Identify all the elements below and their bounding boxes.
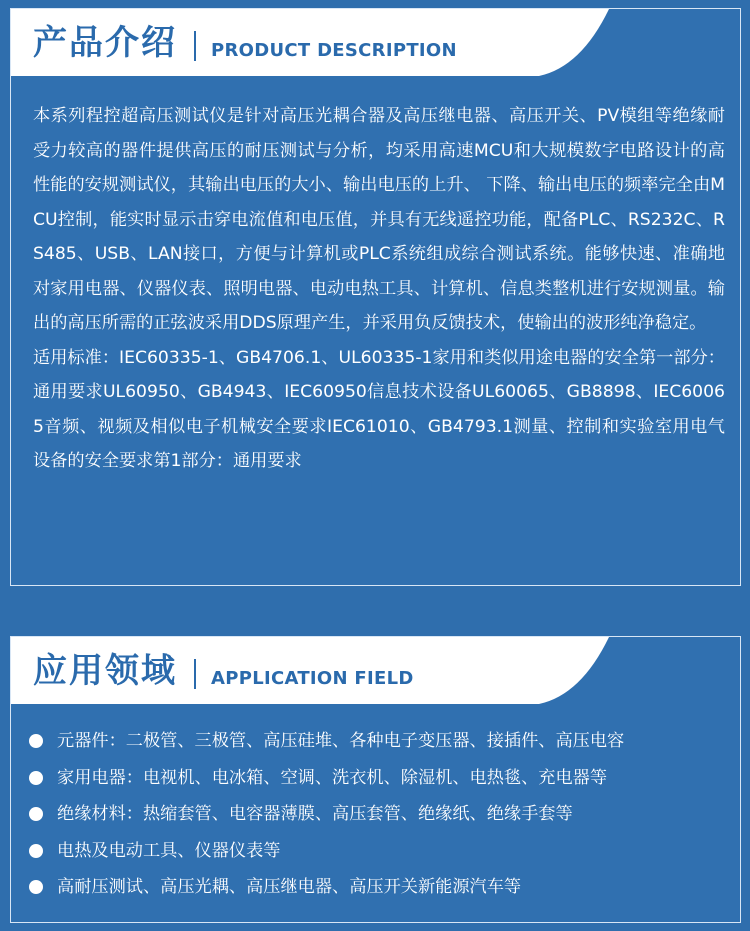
title-divider [194, 659, 196, 689]
list-item [29, 869, 729, 906]
list-item-text: 高耐压测试、高压光耦、高压继电器、高压开关新能源汽车等 [57, 877, 522, 897]
section-title: 产品介绍 [33, 23, 177, 63]
bullet-icon [29, 844, 43, 858]
product-description-body [33, 99, 725, 479]
list-item [29, 833, 729, 870]
list-item-text: 绝缘材料：热缩套管、电容器薄膜、高压套管、绝缘纸、绝缘手套等 [57, 804, 573, 824]
application-field-header [11, 637, 740, 707]
product-description-header [11, 9, 740, 79]
application-field-section [10, 636, 741, 923]
bullet-icon [29, 880, 43, 894]
bullet-icon [29, 807, 43, 821]
section-subtitle: APPLICATION FIELD [211, 668, 414, 689]
product-description-section [10, 8, 741, 586]
list-item-text: 电热及电动工具、仪器仪表等 [57, 840, 281, 861]
section-title: 应用领域 [33, 651, 177, 691]
list-item [29, 723, 729, 760]
list-item-text: 家用电器：电视机、电冰箱、空调、洗衣机、除湿机、电热毯、充电器等 [57, 767, 608, 788]
bullet-icon [29, 734, 43, 748]
bullet-icon [29, 771, 43, 785]
title-divider [194, 31, 196, 61]
list-item-text: 元器件：二极管、三极管、高压硅堆、各种电子变压器、接插件、高压电容 [57, 731, 625, 751]
list-item [29, 796, 729, 833]
application-list [29, 723, 729, 906]
description-paragraph: 本系列程控超高压测试仪是针对高压光耦合器及高压继电器、高压开关、PV模组等绝缘耐受力较高的器件提供高压的耐压测试与分析，均采用高速MCU和大规模数字电路设计的高性能的安规测试仪，其输出电压的大小、输出电压的上升、 下降、输出电压的频率完全由MCU控制，能实时显示击穿电流值和电压值，并具有无线遥控功能，配备PLC、RS232C、RS485、USB、LAN接口，方便与计算机或PLC系统组成综合测试系统。能够快速、准确地对家用电器、仪器仪表、照明电器、电动电热工具、计算机、信息类整机进行安规测量。输出的高压所需的正弦波采用DDS原理产生，并采用负反馈技术，使输出的波形纯净稳定。 [33, 106, 725, 333]
list-item [29, 760, 729, 797]
section-subtitle: PRODUCT DESCRIPTION [211, 40, 457, 61]
standards-paragraph: 适用标准：IEC60335-1、GB4706.1、UL60335-1家用和类似用途电器的安全第一部分：通用要求UL60950、GB4943、IEC60950信息技术设备UL60065、GB8898、IEC60065音频、视频及相似电子机械安全要求IEC61010、GB4793.1测量、控制和实验室用电气设备的安全要求第1部分：通用要求 [33, 347, 725, 471]
